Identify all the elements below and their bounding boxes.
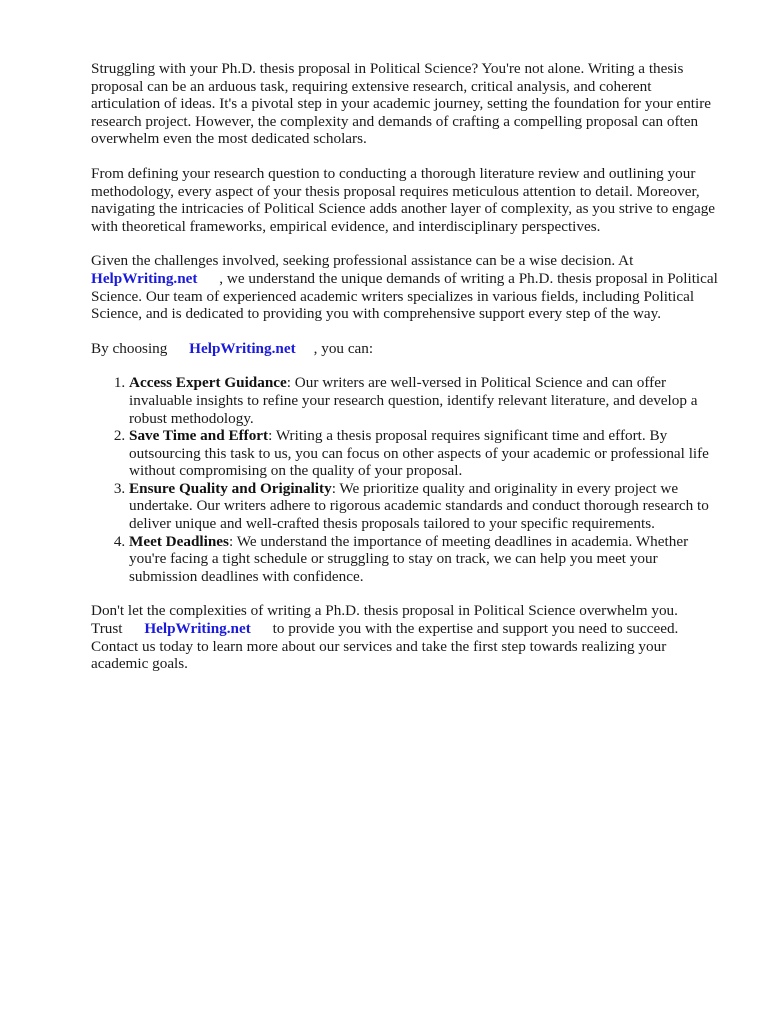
document-body — [91, 60, 719, 690]
intro-paragraph-2: From defining your research question to conducting a thorough literature review and outlining your methodology, every aspect of your thesis proposal requires meticulous attention to detail. Moreover, navigating the intricacies of Political Science adds another layer of complexity, as you strive to engage with theoretical frameworks, empirical evidence, and interdisciplinary perspectives. — [91, 164, 716, 235]
benefit-title: Ensure Quality and Originality — [129, 479, 332, 497]
intro-paragraph-1: Struggling with your Ph.D. thesis proposal in Political Science? You're not alone. Writing a thesis proposal can be an arduous task, requiring extensive research, critical analysis, and coherent articulation of ideas. It's a pivotal step in your academic journey, setting the foundation for your entire research project. However, the complexity and demands of crafting a compelling proposal can often overwhelm even the most dedicated scholars. — [91, 60, 712, 148]
choosing-text-after: , you can: — [313, 339, 374, 357]
closing-line-1: Don't let the complexities of writing a Ph.D. thesis proposal in Political Science overwhelm you. — [91, 602, 678, 620]
choosing-text-before: By choosing — [91, 339, 168, 357]
benefit-title: Access Expert Guidance — [129, 374, 287, 392]
helpwriting-link-3[interactable]: HelpWriting.net — [144, 620, 251, 638]
closing-trust-word: Trust — [91, 620, 123, 638]
benefit-text: : Our writers are well-versed in Political Science and can offer invaluable insights to refine your research question, identify relevant literature, and develop a robust methodology. — [129, 374, 698, 427]
closing-paragraph — [91, 602, 719, 672]
assistance-paragraph — [91, 252, 719, 322]
closing-text-after: to provide you with the expertise and support you need to succeed. Contact us today to learn more about our services and take the first step towards realizing your academic goals. — [91, 620, 679, 673]
helpwriting-link-2[interactable]: HelpWriting.net — [189, 339, 296, 357]
benefit-title: Save Time and Effort — [129, 427, 269, 445]
assistance-text-before: Given the challenges involved, seeking professional assistance can be a wise decision. At — [91, 252, 634, 270]
choosing-paragraph — [91, 340, 719, 358]
benefits-list — [91, 374, 719, 585]
benefit-title: Meet Deadlines — [129, 532, 229, 550]
benefit-text: : Writing a thesis proposal requires significant time and effort. By outsourcing this task to us, you can focus on other aspects of your academic or professional life without compromising on the quality of your proposal. — [129, 427, 709, 480]
benefit-text: : We understand the importance of meeting deadlines in academia. Whether you're facing a tight schedule or struggling to stay on track, we can help you meet your submission deadlines with confidence. — [129, 532, 689, 585]
list-item — [129, 427, 719, 480]
helpwriting-link-1[interactable]: HelpWriting.net — [91, 269, 198, 287]
assistance-text-after: , we understand the unique demands of writing a Ph.D. thesis proposal in Political Science. Our team of experienced academic writers specializes in various fields, including Political Science, and is dedicated to providing you with comprehensive support every step of the way. — [91, 269, 718, 323]
list-item — [129, 374, 719, 427]
list-item — [129, 533, 719, 586]
benefit-text: : We prioritize quality and originality in every project we undertake. Our writers adhere to rigorous academic standards and conduct thorough research to deliver unique and well-crafted thesis proposals tailored to your specific requirements. — [129, 479, 709, 533]
list-item — [129, 480, 719, 533]
